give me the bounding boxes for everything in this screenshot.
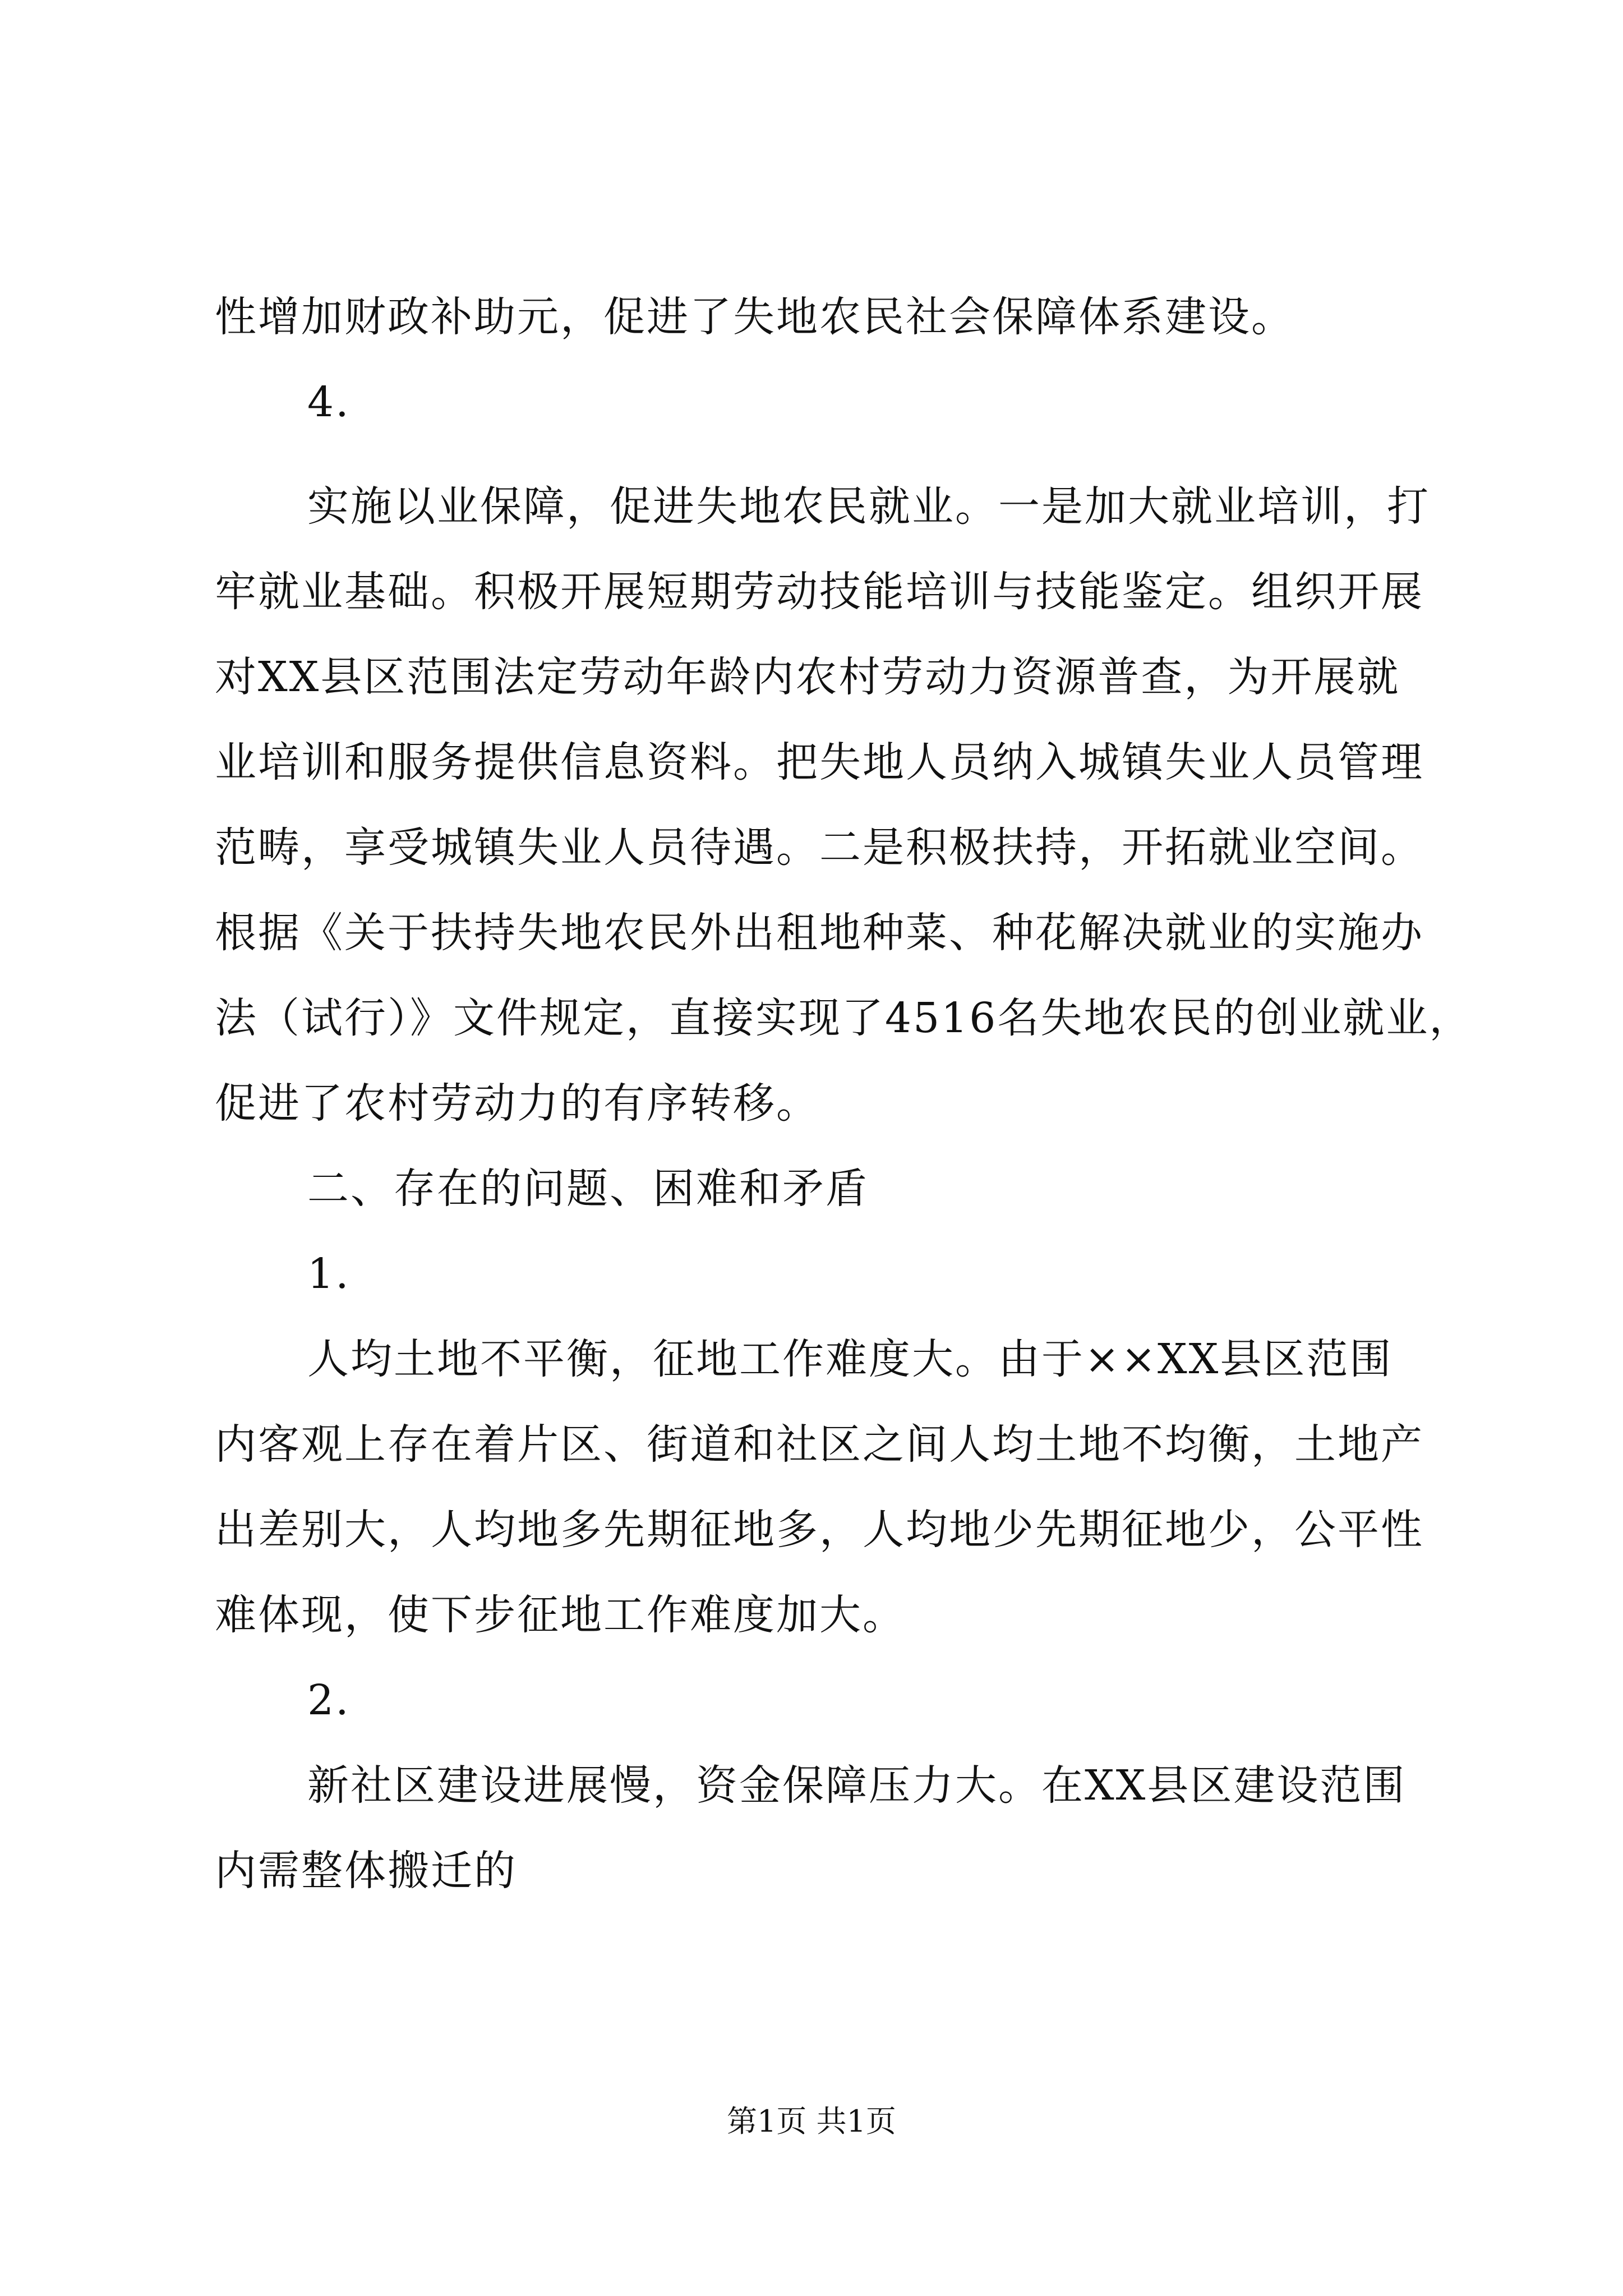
paragraph-line: 内需整体搬迁的 [215,1847,517,1895]
paragraph-line: 难体现，使下步征地工作难度加大。 [215,1591,906,1639]
paragraph-line: 法（试行）》文件规定，直接实现了4516名失地农民的创业就业， [215,994,1473,1042]
paragraph-line: 出差别大，人均地多先期征地多，人均地少先期征地少，公平性 [215,1506,1424,1554]
paragraph-line: 性增加财政补助元，促进了失地农民社会保障体系建设。 [215,293,1294,341]
section-heading: 二、存在的问题、困难和矛盾 [307,1165,869,1213]
paragraph-line: 根据《关于扶持失地农民外出租地种菜、种花解决就业的实施办 [215,909,1424,957]
paragraph-line: 牢就业基础。积极开展短期劳动技能培训与技能鉴定。组织开展 [215,568,1424,616]
paragraph-line: 新社区建设进展慢，资金保障压力大。在XX县区建设范围 [307,1761,1407,1810]
paragraph-line: 内客观上存在着片区、街道和社区之间人均土地不均衡，土地产 [215,1420,1424,1469]
page-footer: 第1页 共1页 [727,2104,896,2139]
paragraph-line: 人均土地不平衡，征地工作难度大。由于××XX县区范围 [307,1335,1393,1383]
paragraph-line: 促进了农村劳动力的有序转移。 [215,1079,819,1128]
list-number: 1. [307,1250,351,1298]
list-number: 2. [307,1676,351,1724]
paragraph-line: 对XX县区范围法定劳动年龄内农村劳动力资源普查，为开展就 [215,653,1400,701]
list-number: 4. [307,378,351,426]
paragraph-line: 范畴，享受城镇失业人员待遇。二是积极扶持，开拓就业空间。 [215,823,1424,872]
paragraph-line: 实施以业保障，促进失地农民就业。一是加大就业培训，打 [307,482,1430,531]
paragraph-line: 业培训和服务提供信息资料。把失地人员纳入城镇失业人员管理 [215,738,1424,786]
